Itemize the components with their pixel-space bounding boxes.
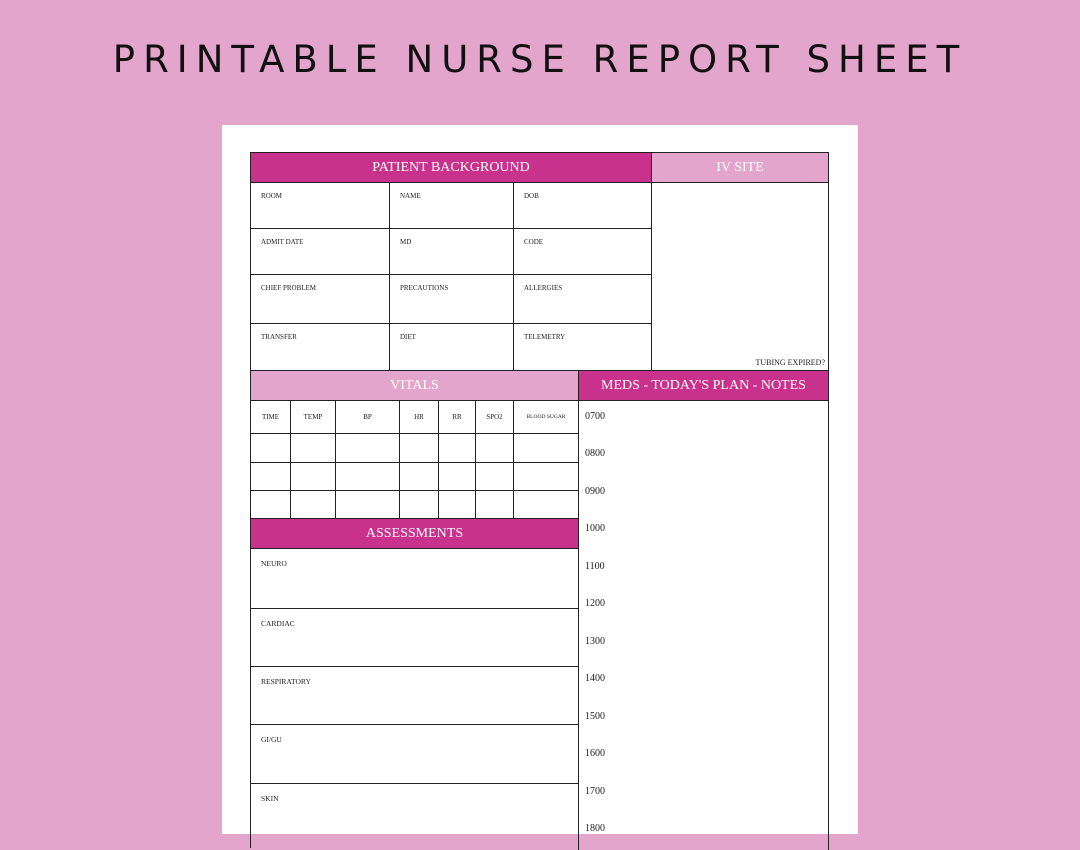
vitals-cell[interactable] (439, 434, 476, 463)
meds-header (578, 370, 829, 401)
vitals-cell[interactable] (336, 491, 400, 518)
time-slot-0900: 0900 (585, 486, 605, 497)
assessment-label: CARDIAC (261, 619, 295, 628)
iv-site-box[interactable] (651, 182, 829, 371)
vitals-col-rr (439, 401, 476, 434)
field-md[interactable] (390, 229, 514, 275)
vitals-cell[interactable] (400, 463, 439, 491)
vitals-col-label: RR (452, 413, 462, 421)
field-diet[interactable] (390, 324, 514, 370)
assessments-header (250, 518, 579, 549)
field-code[interactable] (514, 229, 651, 275)
vitals-cell[interactable] (251, 463, 291, 491)
assessments-title: ASSESSMENTS (365, 525, 464, 541)
field-precautions[interactable] (390, 275, 514, 324)
time-slot-1300: 1300 (585, 636, 605, 647)
vitals-col-label: BLOOD SUGAR (526, 414, 566, 420)
time-slot-1600: 1600 (585, 748, 605, 759)
vitals-cell[interactable] (476, 463, 514, 491)
vitals-cell[interactable] (291, 463, 336, 491)
vitals-cell[interactable] (439, 491, 476, 518)
field-label: CHIEF PROBLEM (261, 284, 317, 292)
vitals-col-label: HR (414, 413, 424, 421)
patient-background-grid (250, 182, 652, 371)
field-label: TRANSFER (261, 333, 297, 341)
vitals-grid (250, 400, 579, 519)
patient-background-title: PATIENT BACKGROUND (372, 159, 530, 175)
assessment-gi-gu[interactable] (251, 725, 578, 784)
assessment-label: GI/GU (261, 735, 282, 744)
vitals-cell[interactable] (291, 434, 336, 463)
time-slot-1800: 1800 (585, 823, 605, 834)
field-label: ROOM (261, 192, 283, 200)
assessment-cardiac[interactable] (251, 609, 578, 667)
vitals-cell[interactable] (336, 434, 400, 463)
meds-title: MEDS - TODAY'S PLAN - NOTES (601, 377, 806, 393)
vitals-cell[interactable] (514, 491, 578, 518)
field-label: DOB (524, 192, 539, 200)
vitals-col-temp (291, 401, 336, 434)
time-slot-0700: 0700 (585, 411, 605, 422)
patient-background-header (250, 152, 652, 183)
vitals-title: VITALS (390, 377, 439, 393)
assessment-respiratory[interactable] (251, 667, 578, 725)
iv-site-header (651, 152, 829, 183)
vitals-col-hr (400, 401, 439, 434)
field-label: PRECAUTIONS (400, 284, 449, 292)
field-label: NAME (400, 192, 421, 200)
vitals-col-time (251, 401, 291, 434)
tubing-expired-label: TUBING EXPIRED? (755, 358, 825, 367)
assessment-neuro[interactable] (251, 549, 578, 609)
vitals-col-blood-sugar (514, 401, 578, 434)
field-name[interactable] (390, 183, 514, 229)
field-room[interactable] (251, 183, 390, 229)
assessment-label: RESPIRATORY (261, 677, 311, 686)
assessment-label: NEURO (261, 559, 287, 568)
vitals-cell[interactable] (400, 491, 439, 518)
report-sheet (222, 125, 858, 834)
time-slot-1100: 1100 (585, 561, 605, 572)
field-label: MD (400, 238, 412, 246)
vitals-col-spo2 (476, 401, 514, 434)
field-label: ALLERGIES (524, 284, 563, 292)
assessment-skin[interactable] (251, 784, 578, 849)
vitals-col-label: SPO2 (486, 413, 503, 421)
vitals-col-label: TIME (261, 413, 280, 421)
page-title: PRINTABLE NURSE REPORT SHEET (112, 38, 968, 81)
vitals-col-label: BP (363, 413, 372, 421)
time-slot-1400: 1400 (585, 673, 605, 684)
vitals-col-bp (336, 401, 400, 434)
field-transfer[interactable] (251, 324, 390, 370)
assessment-label: SKIN (261, 794, 279, 803)
field-telemetry[interactable] (514, 324, 651, 370)
vitals-cell[interactable] (251, 434, 291, 463)
field-label: TELEMETRY (524, 333, 566, 341)
field-label: DIET (400, 333, 416, 341)
vitals-cell[interactable] (476, 491, 514, 518)
vitals-cell[interactable] (514, 463, 578, 491)
iv-site-title: IV SITE (716, 159, 764, 175)
time-slot-0800: 0800 (585, 448, 605, 459)
field-label: CODE (524, 238, 544, 246)
field-label: ADMIT DATE (261, 238, 304, 246)
field-dob[interactable] (514, 183, 651, 229)
time-slot-1700: 1700 (585, 786, 605, 797)
vitals-cell[interactable] (291, 491, 336, 518)
vitals-cell[interactable] (514, 434, 578, 463)
time-slot-1500: 1500 (585, 711, 605, 722)
time-slot-1200: 1200 (585, 598, 605, 609)
field-allergies[interactable] (514, 275, 651, 324)
vitals-cell[interactable] (476, 434, 514, 463)
vitals-cell[interactable] (251, 491, 291, 518)
vitals-cell[interactable] (439, 463, 476, 491)
vitals-cell[interactable] (336, 463, 400, 491)
assessments-box (250, 548, 579, 848)
vitals-col-label: TEMP (303, 413, 323, 421)
time-slot-1000: 1000 (585, 523, 605, 534)
vitals-cell[interactable] (400, 434, 439, 463)
field-admit-date[interactable] (251, 229, 390, 275)
meds-notes-box[interactable] (578, 400, 829, 850)
field-chief-problem[interactable] (251, 275, 390, 324)
vitals-header (250, 370, 579, 401)
